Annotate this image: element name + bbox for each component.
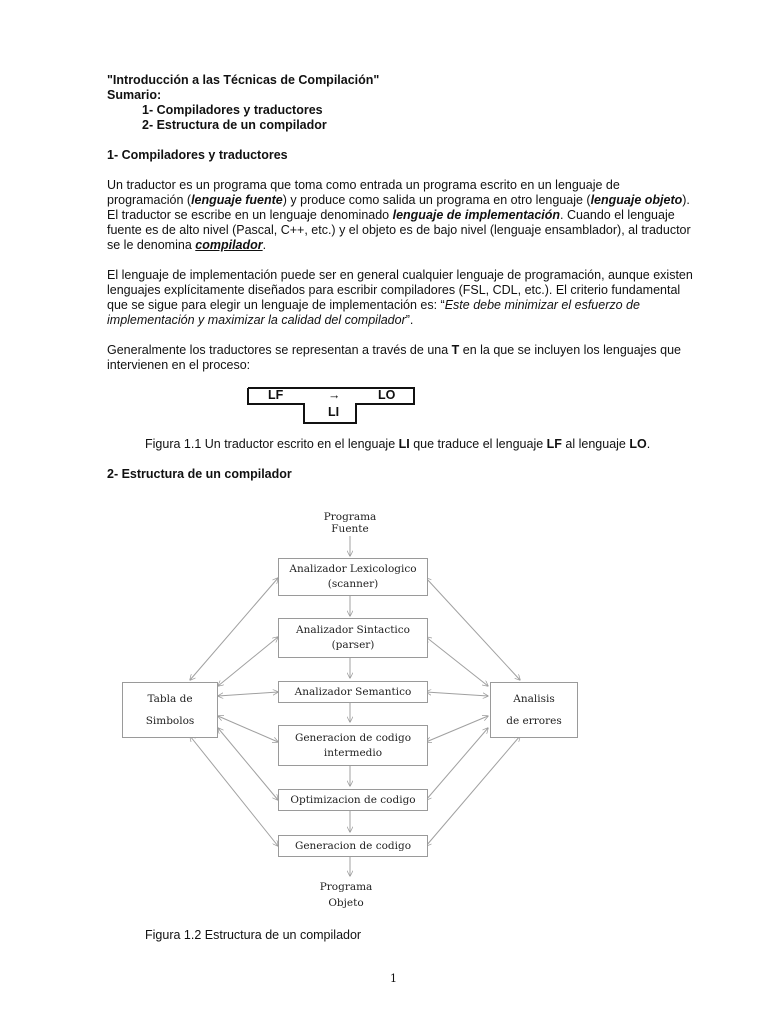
phase-semantic bbox=[278, 681, 428, 703]
symbol-table-link bbox=[218, 692, 278, 696]
phase-syntactic-label: Analizador Sintactico bbox=[296, 624, 410, 636]
output-program bbox=[296, 880, 396, 911]
section2-heading: 2- Estructura de un compilador bbox=[107, 467, 292, 481]
p1-l2e: ). bbox=[682, 193, 690, 207]
symbol-table-link bbox=[218, 637, 278, 686]
p2-quote-start: Este debe minimizar el esfuerzo de bbox=[444, 298, 640, 312]
input-line-1: Programa bbox=[323, 511, 377, 523]
cap-e: al lenguaje bbox=[561, 437, 630, 451]
cap-lf: LF bbox=[546, 437, 562, 451]
summary-label: Sumario: bbox=[107, 88, 162, 102]
term-compilador: compilador bbox=[195, 238, 263, 252]
term-lenguaje-objeto: lenguaje objeto bbox=[590, 193, 683, 207]
phase-optimization bbox=[278, 789, 428, 811]
p2-l3a: que se sigue para elegir un lenguaje de implementación es: “ bbox=[107, 298, 445, 312]
cap-li: LI bbox=[398, 437, 410, 451]
p1-l2a: programación ( bbox=[107, 193, 192, 207]
term-lenguaje-implementacion: lenguaje de implementación bbox=[392, 208, 561, 222]
phase-intermediate-label: Generacion de codigo bbox=[294, 731, 412, 744]
phase-intermediate-sub: intermedio bbox=[323, 746, 383, 759]
input-line-2: Fuente bbox=[331, 523, 369, 535]
symbol-table-link bbox=[190, 578, 278, 680]
p2-line1: El lenguaje de implementación puede ser en general cualquier lenguaje de programación, aunque existen bbox=[107, 268, 693, 282]
cap-g: . bbox=[646, 437, 651, 451]
document-title: "Introducción a las Técnicas de Compilación" bbox=[107, 73, 380, 87]
phase-lexical bbox=[278, 558, 428, 596]
p1-l2c: ) y produce como salida un programa en otro lenguaje ( bbox=[282, 193, 591, 207]
p3-l1c: en la que se incluyen los lenguajes que bbox=[459, 343, 681, 357]
phase-syntactic-sub: (parser) bbox=[331, 639, 375, 651]
error-analysis-link bbox=[426, 736, 520, 846]
t-label-lf: LF bbox=[268, 388, 284, 402]
p2-line2: lenguajes explícitamente diseñados para escribir compiladores (FSL, CDL, etc.). El criterio fundamental bbox=[107, 283, 681, 297]
p1-l5a: se le denomina bbox=[107, 238, 196, 252]
error-analysis-line-1: Analisis bbox=[513, 693, 555, 705]
cap-lo: LO bbox=[629, 437, 647, 451]
cap-c: que traduce el lenguaje bbox=[409, 437, 547, 451]
t-label-li: LI bbox=[328, 405, 340, 419]
p1-line1: Un traductor es un programa que toma como entrada un programa escrito en un lenguaje de bbox=[107, 178, 620, 192]
error-analysis-link bbox=[426, 637, 488, 686]
summary-item-1: 1- Compiladores y traductores bbox=[142, 103, 323, 117]
phase-optimization-label: Optimizacion de codigo bbox=[290, 793, 416, 806]
symbol-table-line-2: Simbolos bbox=[145, 715, 195, 727]
cap-a: Figura 1.1 Un traductor escrito en el lenguaje bbox=[145, 437, 399, 451]
p2-quote-end: implementación y maximizar la calidad del compilador bbox=[107, 313, 406, 327]
p1-l3a: El traductor se escribe en un lenguaje denominado bbox=[107, 208, 393, 222]
error-analysis-link bbox=[426, 728, 488, 800]
p1-l3c: . Cuando el lenguaje bbox=[560, 208, 675, 222]
summary-item-2: 2- Estructura de un compilador bbox=[142, 118, 327, 132]
phase-semantic-label: Analizador Semantico bbox=[294, 685, 412, 698]
phase-syntactic bbox=[278, 618, 428, 658]
p3-line2: intervienen en el proceso: bbox=[107, 358, 251, 372]
p2-l4b: ”. bbox=[405, 313, 414, 327]
term-lenguaje-fuente: lenguaje fuente bbox=[191, 193, 283, 207]
p3-l1a: Generalmente los traductores se representan a través de una bbox=[107, 343, 452, 357]
t-letter: T bbox=[451, 343, 460, 357]
figure-1-2-caption: Figura 1.2 Estructura de un compilador bbox=[145, 928, 362, 942]
error-analysis-link bbox=[426, 692, 488, 696]
phase-lexical-label: Analizador Lexicologico bbox=[289, 563, 417, 575]
p1-l5c: . bbox=[262, 238, 267, 252]
error-analysis-line-2: de errores bbox=[506, 715, 562, 727]
p1-line4: fuente es de alto nivel (Pascal, C++, etc.) y el objeto es de bajo nivel (lenguaje ensamblador), al traductor bbox=[107, 223, 691, 237]
symbol-table-link bbox=[218, 728, 278, 800]
error-analysis-link bbox=[426, 578, 520, 680]
output-line-2: Objeto bbox=[328, 897, 364, 909]
section1-heading: 1- Compiladores y traductores bbox=[107, 148, 288, 162]
phase-intermediate-code bbox=[278, 725, 428, 766]
page-number: 1 bbox=[390, 972, 397, 985]
symbol-table-box bbox=[122, 682, 218, 738]
input-program bbox=[300, 510, 400, 537]
phase-code-generation bbox=[278, 835, 428, 857]
error-analysis-box bbox=[490, 682, 578, 738]
symbol-table-link bbox=[190, 736, 278, 846]
symbol-table-line-1: Tabla de bbox=[147, 693, 193, 705]
phase-lexical-sub: (scanner) bbox=[327, 578, 379, 590]
t-arrow-icon: → bbox=[328, 388, 341, 402]
phase-codegen-label: Generacion de codigo bbox=[294, 839, 412, 852]
output-line-1: Programa bbox=[319, 881, 373, 893]
t-label-lo: LO bbox=[378, 388, 396, 402]
